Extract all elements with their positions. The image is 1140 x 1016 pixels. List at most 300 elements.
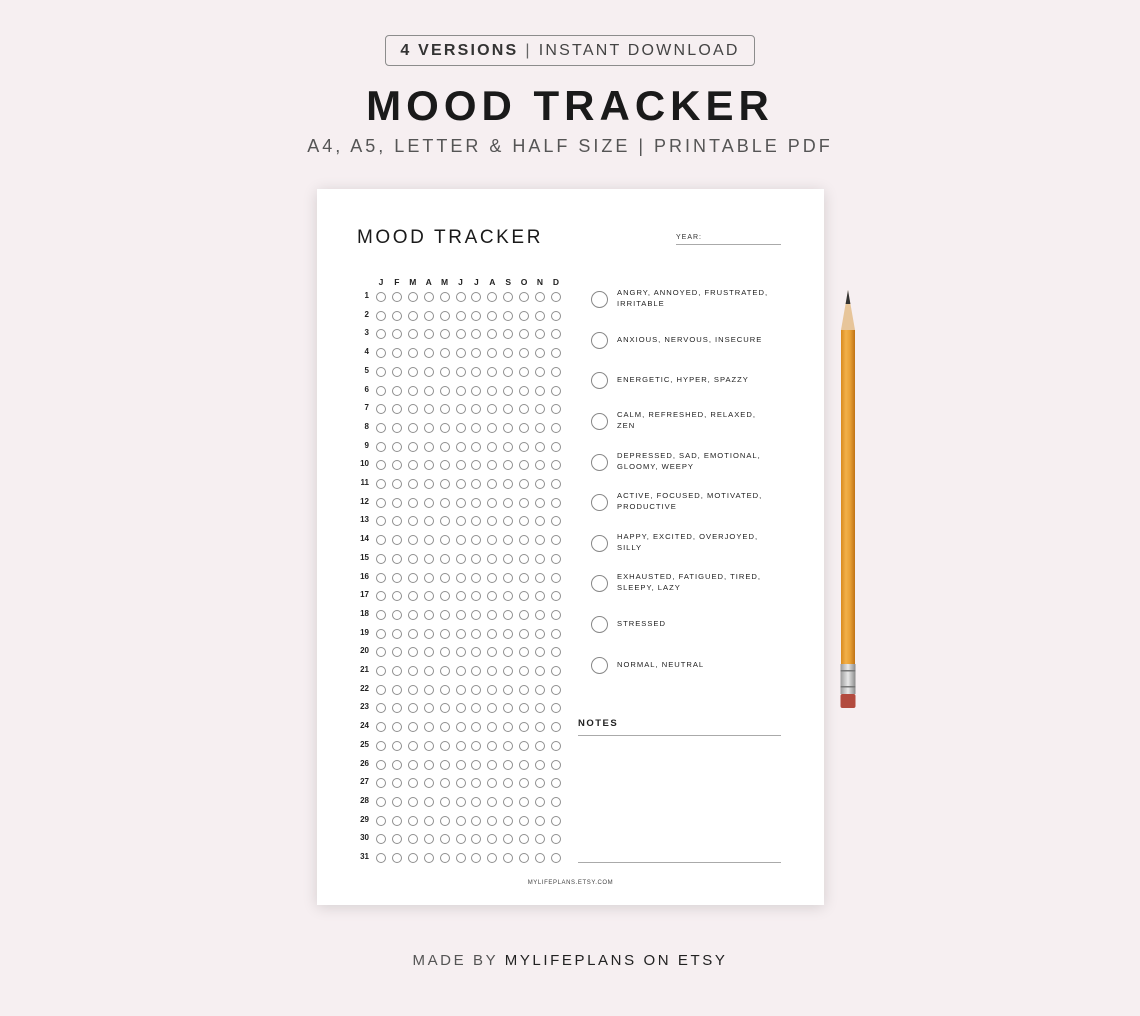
mood-cell[interactable] bbox=[551, 797, 561, 807]
mood-cell[interactable] bbox=[519, 816, 529, 826]
mood-cell[interactable] bbox=[503, 703, 513, 713]
mood-cell[interactable] bbox=[535, 741, 545, 751]
mood-cell[interactable] bbox=[551, 666, 561, 676]
mood-cell[interactable] bbox=[408, 760, 418, 770]
mood-cell[interactable] bbox=[535, 797, 545, 807]
mood-cell[interactable] bbox=[471, 760, 481, 770]
mood-cell[interactable] bbox=[487, 629, 497, 639]
mood-cell[interactable] bbox=[376, 348, 386, 358]
mood-cell[interactable] bbox=[456, 666, 466, 676]
mood-cell[interactable] bbox=[487, 797, 497, 807]
mood-cell[interactable] bbox=[424, 573, 434, 583]
mood-cell[interactable] bbox=[471, 442, 481, 452]
mood-key-circle[interactable] bbox=[591, 494, 608, 511]
mood-cell[interactable] bbox=[535, 760, 545, 770]
mood-cell[interactable] bbox=[471, 423, 481, 433]
mood-cell[interactable] bbox=[503, 404, 513, 414]
mood-cell[interactable] bbox=[519, 853, 529, 863]
mood-cell[interactable] bbox=[535, 386, 545, 396]
mood-cell[interactable] bbox=[440, 853, 450, 863]
mood-cell[interactable] bbox=[535, 666, 545, 676]
mood-cell[interactable] bbox=[408, 329, 418, 339]
mood-cell[interactable] bbox=[503, 479, 513, 489]
mood-cell[interactable] bbox=[392, 516, 402, 526]
mood-cell[interactable] bbox=[376, 329, 386, 339]
mood-cell[interactable] bbox=[519, 573, 529, 583]
mood-cell[interactable] bbox=[487, 442, 497, 452]
mood-cell[interactable] bbox=[535, 554, 545, 564]
mood-cell[interactable] bbox=[376, 797, 386, 807]
mood-cell[interactable] bbox=[440, 703, 450, 713]
mood-cell[interactable] bbox=[408, 647, 418, 657]
mood-cell[interactable] bbox=[424, 554, 434, 564]
mood-cell[interactable] bbox=[503, 348, 513, 358]
mood-cell[interactable] bbox=[551, 703, 561, 713]
mood-cell[interactable] bbox=[376, 816, 386, 826]
mood-cell[interactable] bbox=[456, 460, 466, 470]
mood-cell[interactable] bbox=[471, 797, 481, 807]
mood-cell[interactable] bbox=[503, 554, 513, 564]
mood-cell[interactable] bbox=[551, 404, 561, 414]
mood-key-circle[interactable] bbox=[591, 372, 608, 389]
mood-cell[interactable] bbox=[440, 685, 450, 695]
mood-cell[interactable] bbox=[376, 591, 386, 601]
mood-cell[interactable] bbox=[551, 834, 561, 844]
mood-cell[interactable] bbox=[551, 741, 561, 751]
mood-cell[interactable] bbox=[440, 760, 450, 770]
mood-cell[interactable] bbox=[471, 666, 481, 676]
mood-cell[interactable] bbox=[376, 647, 386, 657]
mood-cell[interactable] bbox=[456, 554, 466, 564]
mood-cell[interactable] bbox=[551, 760, 561, 770]
mood-cell[interactable] bbox=[424, 666, 434, 676]
mood-cell[interactable] bbox=[519, 778, 529, 788]
mood-cell[interactable] bbox=[456, 741, 466, 751]
mood-cell[interactable] bbox=[519, 292, 529, 302]
mood-cell[interactable] bbox=[440, 386, 450, 396]
mood-cell[interactable] bbox=[487, 816, 497, 826]
mood-cell[interactable] bbox=[424, 479, 434, 489]
mood-cell[interactable] bbox=[376, 853, 386, 863]
mood-cell[interactable] bbox=[551, 591, 561, 601]
mood-cell[interactable] bbox=[392, 797, 402, 807]
mood-cell[interactable] bbox=[519, 629, 529, 639]
mood-cell[interactable] bbox=[424, 629, 434, 639]
mood-cell[interactable] bbox=[376, 292, 386, 302]
mood-cell[interactable] bbox=[519, 647, 529, 657]
mood-cell[interactable] bbox=[519, 423, 529, 433]
mood-cell[interactable] bbox=[503, 666, 513, 676]
mood-cell[interactable] bbox=[456, 610, 466, 620]
mood-cell[interactable] bbox=[440, 498, 450, 508]
mood-cell[interactable] bbox=[424, 647, 434, 657]
mood-cell[interactable] bbox=[376, 386, 386, 396]
mood-cell[interactable] bbox=[456, 535, 466, 545]
mood-cell[interactable] bbox=[487, 404, 497, 414]
mood-cell[interactable] bbox=[424, 292, 434, 302]
mood-cell[interactable] bbox=[392, 647, 402, 657]
mood-cell[interactable] bbox=[440, 442, 450, 452]
mood-cell[interactable] bbox=[471, 778, 481, 788]
mood-cell[interactable] bbox=[440, 647, 450, 657]
mood-cell[interactable] bbox=[471, 498, 481, 508]
mood-cell[interactable] bbox=[503, 292, 513, 302]
mood-cell[interactable] bbox=[392, 778, 402, 788]
mood-cell[interactable] bbox=[440, 479, 450, 489]
mood-cell[interactable] bbox=[471, 853, 481, 863]
mood-cell[interactable] bbox=[408, 741, 418, 751]
mood-key-circle[interactable] bbox=[591, 575, 608, 592]
mood-cell[interactable] bbox=[440, 423, 450, 433]
mood-cell[interactable] bbox=[535, 629, 545, 639]
mood-cell[interactable] bbox=[535, 423, 545, 433]
mood-key-circle[interactable] bbox=[591, 535, 608, 552]
mood-cell[interactable] bbox=[535, 311, 545, 321]
mood-cell[interactable] bbox=[551, 535, 561, 545]
mood-cell[interactable] bbox=[424, 853, 434, 863]
mood-cell[interactable] bbox=[392, 591, 402, 601]
mood-cell[interactable] bbox=[535, 404, 545, 414]
mood-cell[interactable] bbox=[440, 535, 450, 545]
mood-cell[interactable] bbox=[456, 423, 466, 433]
mood-cell[interactable] bbox=[392, 629, 402, 639]
mood-cell[interactable] bbox=[456, 311, 466, 321]
mood-cell[interactable] bbox=[440, 516, 450, 526]
mood-cell[interactable] bbox=[551, 329, 561, 339]
mood-cell[interactable] bbox=[392, 329, 402, 339]
mood-cell[interactable] bbox=[392, 853, 402, 863]
mood-cell[interactable] bbox=[392, 760, 402, 770]
mood-cell[interactable] bbox=[392, 404, 402, 414]
mood-cell[interactable] bbox=[392, 666, 402, 676]
mood-cell[interactable] bbox=[424, 442, 434, 452]
mood-cell[interactable] bbox=[376, 666, 386, 676]
mood-cell[interactable] bbox=[471, 554, 481, 564]
mood-cell[interactable] bbox=[408, 778, 418, 788]
mood-cell[interactable] bbox=[519, 591, 529, 601]
mood-cell[interactable] bbox=[487, 498, 497, 508]
mood-cell[interactable] bbox=[487, 591, 497, 601]
mood-cell[interactable] bbox=[376, 554, 386, 564]
mood-cell[interactable] bbox=[440, 797, 450, 807]
mood-cell[interactable] bbox=[456, 329, 466, 339]
mood-cell[interactable] bbox=[376, 629, 386, 639]
mood-cell[interactable] bbox=[519, 685, 529, 695]
mood-cell[interactable] bbox=[535, 610, 545, 620]
mood-cell[interactable] bbox=[424, 685, 434, 695]
mood-cell[interactable] bbox=[424, 367, 434, 377]
mood-cell[interactable] bbox=[487, 853, 497, 863]
mood-cell[interactable] bbox=[408, 629, 418, 639]
mood-cell[interactable] bbox=[408, 404, 418, 414]
mood-cell[interactable] bbox=[440, 741, 450, 751]
mood-cell[interactable] bbox=[551, 348, 561, 358]
mood-cell[interactable] bbox=[487, 311, 497, 321]
mood-cell[interactable] bbox=[456, 498, 466, 508]
mood-cell[interactable] bbox=[535, 703, 545, 713]
mood-cell[interactable] bbox=[392, 573, 402, 583]
mood-cell[interactable] bbox=[456, 853, 466, 863]
mood-cell[interactable] bbox=[408, 479, 418, 489]
mood-cell[interactable] bbox=[535, 348, 545, 358]
mood-cell[interactable] bbox=[408, 591, 418, 601]
mood-cell[interactable] bbox=[392, 386, 402, 396]
mood-key-circle[interactable] bbox=[591, 413, 608, 430]
mood-cell[interactable] bbox=[392, 741, 402, 751]
mood-cell[interactable] bbox=[487, 292, 497, 302]
mood-cell[interactable] bbox=[408, 292, 418, 302]
mood-cell[interactable] bbox=[456, 834, 466, 844]
mood-cell[interactable] bbox=[440, 610, 450, 620]
mood-cell[interactable] bbox=[535, 853, 545, 863]
mood-cell[interactable] bbox=[392, 442, 402, 452]
mood-cell[interactable] bbox=[408, 554, 418, 564]
mood-cell[interactable] bbox=[456, 816, 466, 826]
mood-cell[interactable] bbox=[535, 479, 545, 489]
mood-cell[interactable] bbox=[408, 853, 418, 863]
mood-cell[interactable] bbox=[408, 516, 418, 526]
mood-cell[interactable] bbox=[535, 573, 545, 583]
mood-cell[interactable] bbox=[551, 610, 561, 620]
mood-cell[interactable] bbox=[503, 797, 513, 807]
mood-cell[interactable] bbox=[487, 554, 497, 564]
mood-cell[interactable] bbox=[456, 685, 466, 695]
mood-cell[interactable] bbox=[408, 834, 418, 844]
mood-cell[interactable] bbox=[440, 404, 450, 414]
mood-cell[interactable] bbox=[503, 460, 513, 470]
mood-cell[interactable] bbox=[519, 703, 529, 713]
mood-cell[interactable] bbox=[376, 741, 386, 751]
mood-cell[interactable] bbox=[471, 404, 481, 414]
mood-cell[interactable] bbox=[551, 292, 561, 302]
mood-cell[interactable] bbox=[408, 442, 418, 452]
mood-cell[interactable] bbox=[471, 703, 481, 713]
mood-cell[interactable] bbox=[551, 516, 561, 526]
mood-cell[interactable] bbox=[503, 516, 513, 526]
mood-cell[interactable] bbox=[376, 479, 386, 489]
mood-cell[interactable] bbox=[408, 703, 418, 713]
mood-cell[interactable] bbox=[503, 816, 513, 826]
mood-cell[interactable] bbox=[535, 460, 545, 470]
mood-cell[interactable] bbox=[551, 367, 561, 377]
mood-cell[interactable] bbox=[440, 292, 450, 302]
mood-cell[interactable] bbox=[424, 591, 434, 601]
mood-cell[interactable] bbox=[408, 535, 418, 545]
mood-cell[interactable] bbox=[551, 647, 561, 657]
mood-cell[interactable] bbox=[392, 816, 402, 826]
mood-cell[interactable] bbox=[376, 442, 386, 452]
mood-cell[interactable] bbox=[376, 516, 386, 526]
mood-cell[interactable] bbox=[503, 760, 513, 770]
mood-cell[interactable] bbox=[392, 535, 402, 545]
mood-cell[interactable] bbox=[408, 348, 418, 358]
mood-cell[interactable] bbox=[503, 610, 513, 620]
mood-cell[interactable] bbox=[487, 685, 497, 695]
mood-cell[interactable] bbox=[424, 816, 434, 826]
mood-cell[interactable] bbox=[408, 685, 418, 695]
mood-cell[interactable] bbox=[519, 516, 529, 526]
mood-cell[interactable] bbox=[535, 834, 545, 844]
mood-cell[interactable] bbox=[424, 311, 434, 321]
mood-cell[interactable] bbox=[392, 479, 402, 489]
mood-cell[interactable] bbox=[456, 404, 466, 414]
mood-cell[interactable] bbox=[487, 647, 497, 657]
mood-cell[interactable] bbox=[424, 535, 434, 545]
mood-cell[interactable] bbox=[471, 629, 481, 639]
mood-cell[interactable] bbox=[551, 722, 561, 732]
mood-cell[interactable] bbox=[519, 386, 529, 396]
mood-key-circle[interactable] bbox=[591, 454, 608, 471]
mood-cell[interactable] bbox=[551, 479, 561, 489]
mood-cell[interactable] bbox=[392, 685, 402, 695]
mood-cell[interactable] bbox=[551, 386, 561, 396]
mood-cell[interactable] bbox=[535, 442, 545, 452]
mood-cell[interactable] bbox=[487, 460, 497, 470]
mood-cell[interactable] bbox=[551, 573, 561, 583]
mood-cell[interactable] bbox=[487, 760, 497, 770]
mood-cell[interactable] bbox=[519, 348, 529, 358]
mood-cell[interactable] bbox=[456, 647, 466, 657]
mood-key-circle[interactable] bbox=[591, 291, 608, 308]
mood-cell[interactable] bbox=[471, 816, 481, 826]
mood-cell[interactable] bbox=[408, 386, 418, 396]
mood-cell[interactable] bbox=[487, 610, 497, 620]
mood-cell[interactable] bbox=[471, 610, 481, 620]
mood-cell[interactable] bbox=[503, 498, 513, 508]
mood-cell[interactable] bbox=[535, 722, 545, 732]
mood-cell[interactable] bbox=[519, 442, 529, 452]
mood-cell[interactable] bbox=[376, 778, 386, 788]
mood-cell[interactable] bbox=[376, 760, 386, 770]
mood-cell[interactable] bbox=[376, 834, 386, 844]
mood-cell[interactable] bbox=[503, 722, 513, 732]
mood-cell[interactable] bbox=[440, 834, 450, 844]
mood-cell[interactable] bbox=[487, 367, 497, 377]
mood-cell[interactable] bbox=[503, 853, 513, 863]
mood-cell[interactable] bbox=[392, 292, 402, 302]
mood-cell[interactable] bbox=[392, 554, 402, 564]
mood-cell[interactable] bbox=[535, 329, 545, 339]
mood-cell[interactable] bbox=[456, 386, 466, 396]
mood-cell[interactable] bbox=[535, 292, 545, 302]
mood-cell[interactable] bbox=[487, 348, 497, 358]
mood-cell[interactable] bbox=[376, 367, 386, 377]
mood-cell[interactable] bbox=[424, 610, 434, 620]
mood-cell[interactable] bbox=[440, 460, 450, 470]
mood-cell[interactable] bbox=[535, 778, 545, 788]
mood-cell[interactable] bbox=[551, 442, 561, 452]
mood-cell[interactable] bbox=[471, 516, 481, 526]
mood-cell[interactable] bbox=[487, 423, 497, 433]
mood-cell[interactable] bbox=[440, 591, 450, 601]
mood-cell[interactable] bbox=[503, 778, 513, 788]
mood-cell[interactable] bbox=[471, 741, 481, 751]
mood-cell[interactable] bbox=[471, 348, 481, 358]
mood-cell[interactable] bbox=[424, 760, 434, 770]
mood-cell[interactable] bbox=[392, 703, 402, 713]
mood-cell[interactable] bbox=[471, 292, 481, 302]
mood-cell[interactable] bbox=[424, 423, 434, 433]
mood-cell[interactable] bbox=[503, 741, 513, 751]
mood-cell[interactable] bbox=[408, 610, 418, 620]
mood-key-circle[interactable] bbox=[591, 332, 608, 349]
mood-cell[interactable] bbox=[440, 629, 450, 639]
mood-cell[interactable] bbox=[440, 778, 450, 788]
mood-cell[interactable] bbox=[456, 367, 466, 377]
mood-cell[interactable] bbox=[551, 460, 561, 470]
mood-cell[interactable] bbox=[535, 516, 545, 526]
mood-cell[interactable] bbox=[408, 460, 418, 470]
mood-cell[interactable] bbox=[376, 460, 386, 470]
mood-cell[interactable] bbox=[503, 423, 513, 433]
mood-cell[interactable] bbox=[408, 367, 418, 377]
mood-cell[interactable] bbox=[424, 797, 434, 807]
mood-cell[interactable] bbox=[408, 797, 418, 807]
mood-cell[interactable] bbox=[487, 666, 497, 676]
mood-cell[interactable] bbox=[535, 591, 545, 601]
mood-cell[interactable] bbox=[456, 797, 466, 807]
mood-cell[interactable] bbox=[424, 498, 434, 508]
mood-cell[interactable] bbox=[503, 329, 513, 339]
mood-cell[interactable] bbox=[471, 685, 481, 695]
mood-cell[interactable] bbox=[487, 535, 497, 545]
mood-cell[interactable] bbox=[503, 834, 513, 844]
mood-cell[interactable] bbox=[376, 703, 386, 713]
mood-cell[interactable] bbox=[535, 498, 545, 508]
mood-cell[interactable] bbox=[424, 348, 434, 358]
mood-cell[interactable] bbox=[487, 741, 497, 751]
mood-cell[interactable] bbox=[376, 404, 386, 414]
mood-cell[interactable] bbox=[424, 834, 434, 844]
mood-cell[interactable] bbox=[503, 591, 513, 601]
mood-cell[interactable] bbox=[487, 834, 497, 844]
mood-cell[interactable] bbox=[503, 535, 513, 545]
mood-cell[interactable] bbox=[376, 722, 386, 732]
mood-cell[interactable] bbox=[519, 834, 529, 844]
mood-cell[interactable] bbox=[376, 610, 386, 620]
mood-cell[interactable] bbox=[456, 760, 466, 770]
mood-cell[interactable] bbox=[519, 329, 529, 339]
mood-cell[interactable] bbox=[376, 685, 386, 695]
mood-cell[interactable] bbox=[376, 311, 386, 321]
mood-cell[interactable] bbox=[519, 404, 529, 414]
mood-cell[interactable] bbox=[392, 722, 402, 732]
mood-cell[interactable] bbox=[519, 722, 529, 732]
mood-cell[interactable] bbox=[408, 722, 418, 732]
mood-cell[interactable] bbox=[487, 703, 497, 713]
mood-cell[interactable] bbox=[519, 610, 529, 620]
mood-cell[interactable] bbox=[456, 348, 466, 358]
mood-cell[interactable] bbox=[456, 778, 466, 788]
mood-key-circle[interactable] bbox=[591, 657, 608, 674]
mood-cell[interactable] bbox=[392, 834, 402, 844]
mood-cell[interactable] bbox=[471, 367, 481, 377]
mood-cell[interactable] bbox=[424, 404, 434, 414]
mood-cell[interactable] bbox=[551, 629, 561, 639]
mood-cell[interactable] bbox=[503, 685, 513, 695]
mood-cell[interactable] bbox=[519, 760, 529, 770]
mood-cell[interactable] bbox=[471, 647, 481, 657]
mood-cell[interactable] bbox=[456, 573, 466, 583]
mood-cell[interactable] bbox=[471, 329, 481, 339]
mood-cell[interactable] bbox=[392, 367, 402, 377]
mood-cell[interactable] bbox=[471, 460, 481, 470]
mood-cell[interactable] bbox=[519, 460, 529, 470]
mood-cell[interactable] bbox=[519, 741, 529, 751]
mood-cell[interactable] bbox=[519, 311, 529, 321]
mood-cell[interactable] bbox=[471, 535, 481, 545]
mood-cell[interactable] bbox=[535, 685, 545, 695]
